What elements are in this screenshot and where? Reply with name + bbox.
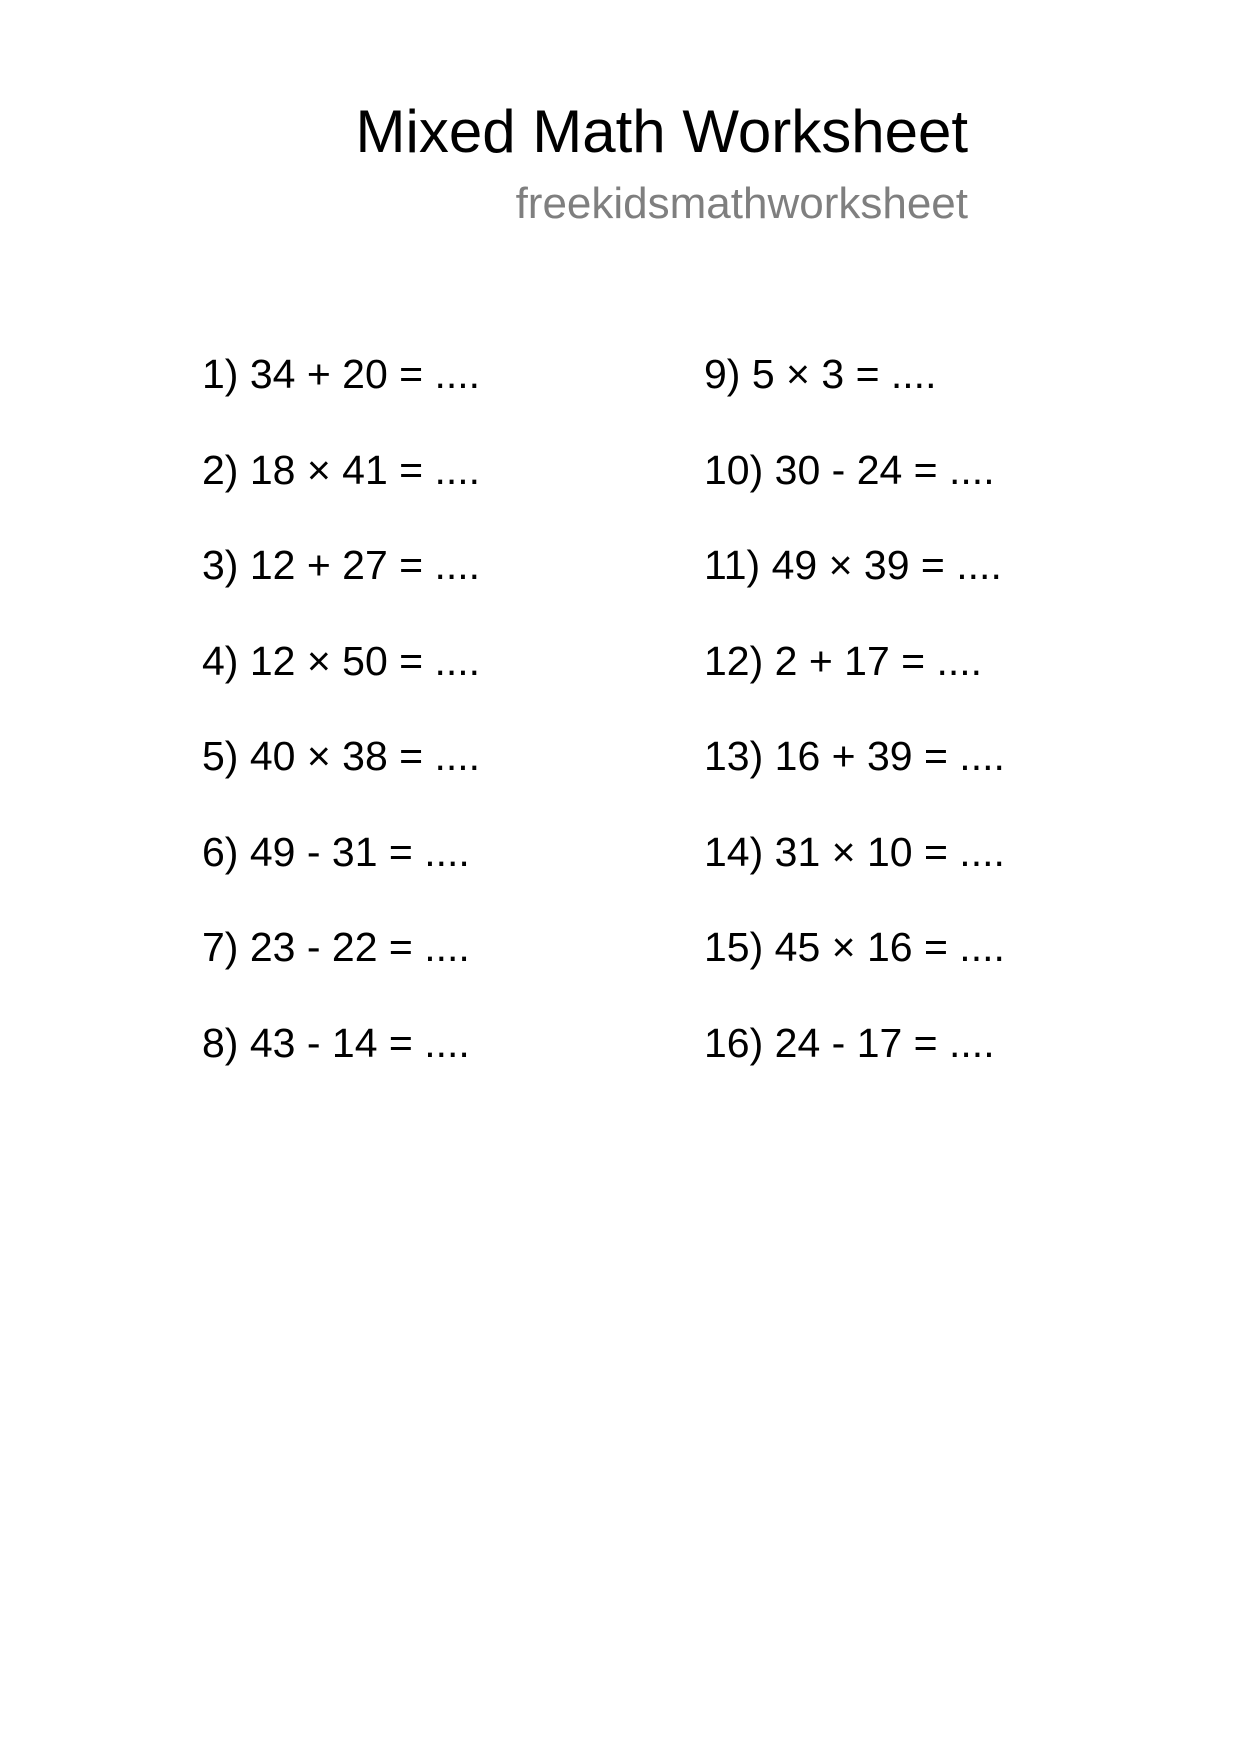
problem-4: 4) 12 × 50 = ....	[202, 637, 481, 684]
problem-8: 8) 43 - 14 = ....	[202, 1019, 470, 1066]
problem-3: 3) 12 + 27 = ....	[202, 542, 481, 588]
problem-15: 15) 45 × 16 = ....	[704, 924, 1005, 970]
problems-right-column	[704, 350, 1005, 1114]
problem-1: 1) 34 + 20 = ....	[202, 351, 481, 397]
problem-6: 6) 49 - 31 = ....	[202, 828, 470, 875]
problem-11: 11) 49 × 39 = ....	[704, 542, 1002, 588]
problem-9: 9) 5 × 3 = ....	[704, 351, 937, 397]
problem-16: 16) 24 - 17 = ....	[704, 1019, 995, 1066]
worksheet-title: Mixed Math Worksheet	[355, 98, 968, 165]
problem-2: 2) 18 × 41 = ....	[202, 446, 481, 493]
problem-14: 14) 31 × 10 = ....	[704, 828, 1005, 875]
problem-13: 13) 16 + 39 = ....	[704, 733, 1005, 779]
problem-10: 10) 30 - 24 = ....	[704, 446, 995, 493]
problem-7: 7) 23 - 22 = ....	[202, 924, 470, 970]
problem-12: 12) 2 + 17 = ....	[704, 637, 983, 684]
problems-left-column	[202, 350, 480, 1114]
problem-5: 5) 40 × 38 = ....	[202, 733, 481, 779]
worksheet-subtitle: freekidsmathworksheet	[515, 179, 968, 228]
